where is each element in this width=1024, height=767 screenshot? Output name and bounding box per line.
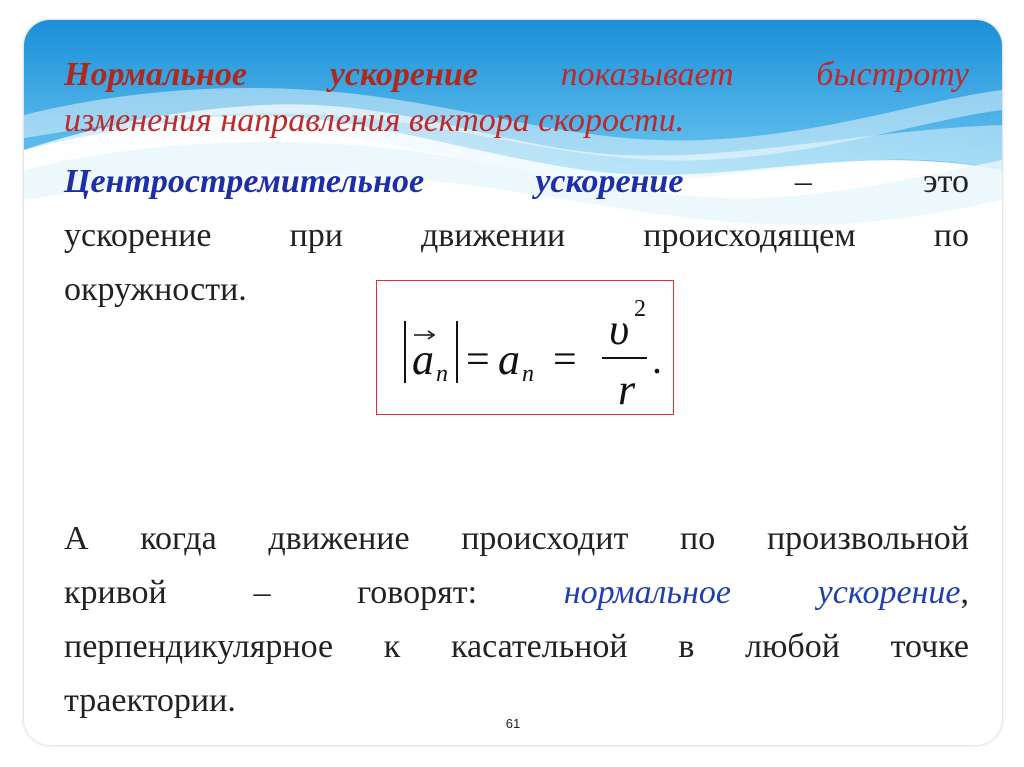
paragraph3-line4: траектории.: [64, 682, 236, 719]
paragraph-normal-acceleration: [64, 52, 969, 144]
paragraph3-line3: перпендикулярное к касательной в любой точке: [64, 628, 969, 665]
paragraph1-line2: изменения направления вектора скорости.: [64, 102, 685, 139]
paragraph2-line3: окружности.: [64, 271, 247, 308]
paragraph2-dash: –: [794, 163, 812, 200]
equals-2: =: [553, 337, 577, 383]
centripetal-formula: [377, 281, 673, 414]
formula-box: [376, 280, 674, 415]
vector-subscript: n: [436, 361, 448, 387]
numerator-v: υ: [609, 305, 630, 354]
highlight-normal-acceleration: нормальное ускорение: [563, 574, 961, 611]
scalar-subscript: n: [522, 361, 534, 387]
paragraph3-line1: А когда движение происходит по произвольной: [64, 520, 969, 557]
page-number: 61: [505, 716, 521, 731]
paragraph3-line2-start: кривой – говорят:: [64, 574, 478, 611]
vector-a: a: [412, 335, 434, 384]
paragraph2-tail: это: [923, 163, 970, 200]
paragraph2-line2: ускорение при движении происходящем по: [64, 217, 969, 254]
denominator-r: r: [618, 365, 636, 414]
slide: [24, 20, 1002, 745]
equals-1: =: [466, 337, 490, 383]
formula-period: .: [652, 337, 662, 382]
exponent-2: 2: [634, 296, 646, 322]
paragraph3-comma: ,: [960, 574, 969, 611]
scalar-a: a: [498, 335, 520, 384]
paragraph1-line1-rest: показывает быстроту: [560, 56, 970, 93]
term-centripetal-acceleration: Центростремительное ускорение: [64, 163, 684, 200]
term-normal-acceleration: Нормальное ускорение: [64, 56, 478, 93]
paragraph-arbitrary-curve: [64, 512, 969, 728]
